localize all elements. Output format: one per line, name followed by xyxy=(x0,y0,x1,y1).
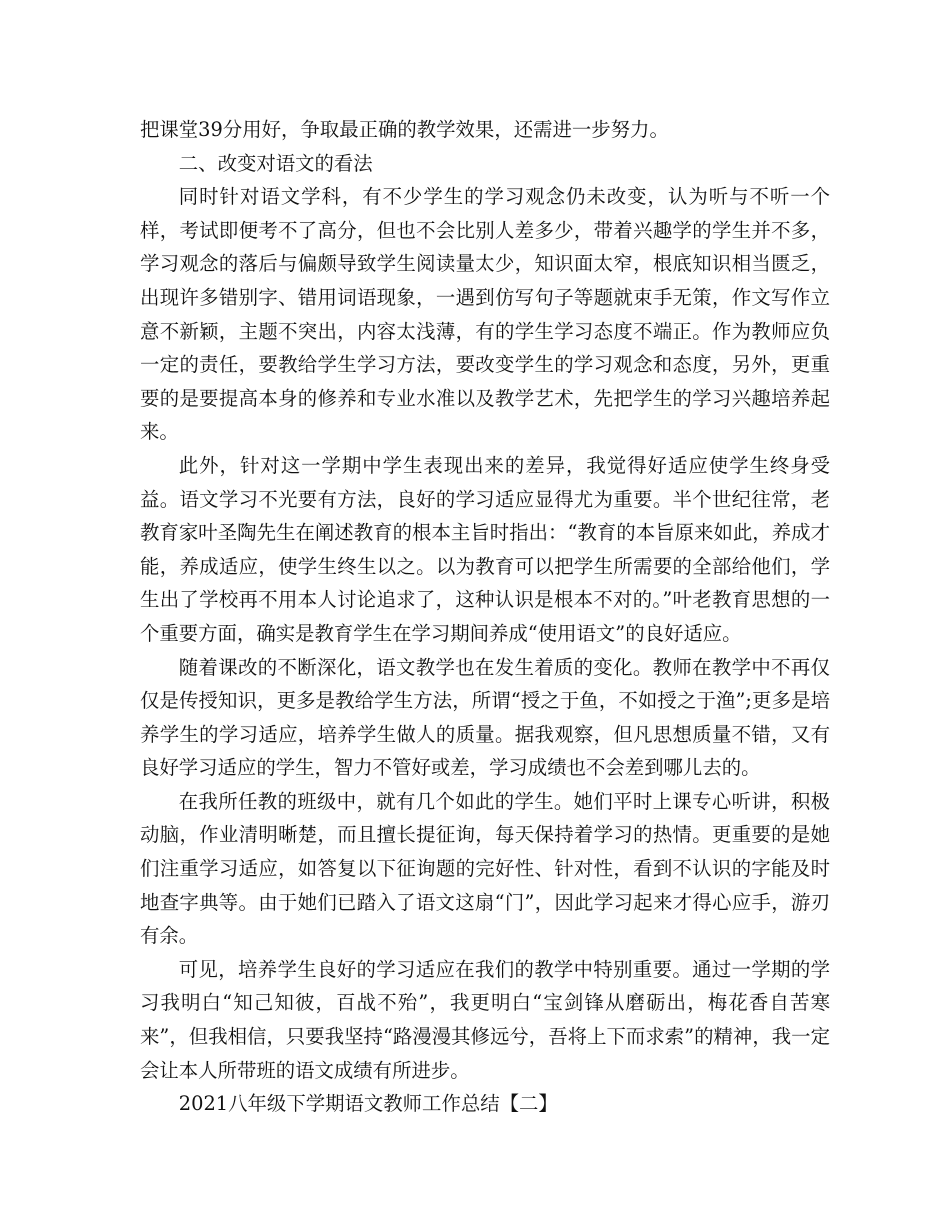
paragraph-body: 在我所任教的班级中，就有几个如此的学生。她们平时上课专心听讲，积极动脑，作业清明晰楚，而且擅长提征询，每天保持着学习的热情。更重要的是她们注重学习适应，如答复以下征询题的完好性、针对性，看到不认识的字能及时地查字典等。由于她们已踏入了语文这扇“门”，因此学习起来才得心应手，游刃有余。 xyxy=(140,789,830,948)
paragraph-body: 可见，培养学生良好的学习适应在我们的教学中特别重要。通过一学期的学习我明白“知己知彼，百战不殆”，我更明白“宝剑锋从磨砺出，梅花香自苦寒来”，但我相信，只要我坚持“路漫漫其修远兮，吾将上下而求索”的精神，我一定会让本人所带班的语文成绩有所进步。 xyxy=(140,957,830,1082)
section-heading: 二、改变对语文的看法 xyxy=(178,151,373,175)
paragraph-body: 随着课改的不断深化，语文教学也在发生着质的变化。教师在教学中不再仅仅是传授知识，更多是教给学生方法，所谓“授之于鱼，不如授之于渔”;更多是培养学生的学习适应，培养学生做人的质量。据我观察，但凡思想质量不错，又有良好学习适应的学生，智力不管好或差，学习成绩也不会差到哪儿去的。 xyxy=(140,655,830,780)
paragraph-body: 同时针对语文学科，有不少学生的学习观念仍未改变，认为听与不听一个样，考试即便考不了高分，但也不会比别人差多少，带着兴趣学的学生并不多，学习观念的落后与偏颇导致学生阅读量太少，知识面太窄，根底知识相当匮乏，出现许多错别字、错用词语现象，一遇到仿写句子等题就束手无策，作文写作立意不新颖，主题不突出，内容太浅薄，有的学生学习态度不端正。作为教师应负一定的责任，要教给学生学习方法，要改变学生的学习观念和态度，另外，更重要的是要提高本身的修养和专业水准以及教学艺术，先把学生的学习兴趣培养起来。 xyxy=(140,185,830,444)
paragraph-continuation: 把课堂39分用好，争取最正确的教学效果，还需进一步努力。 xyxy=(140,118,669,141)
section-heading: 2021八年级下学期语文教师工作总结【二】 xyxy=(178,1092,558,1116)
paragraph-body: 此外，针对这一学期中学生表现出来的差异，我觉得好适应使学生终身受益。语文学习不光要有方法，良好的学习适应显得尤为重要。半个世纪往常，老教育家叶圣陶先生在阐述教育的根本主旨时指出：“教育的本旨原来如此，养成才能，养成适应，使学生终生以之。以为教育可以把学生所需要的全部给他们，学生出了学校再不用本人讨论追求了，这种认识是根本不对的。”叶老教育思想的一个重要方面，确实是教育学生在学习期间养成“使用语文”的良好适应。 xyxy=(140,453,830,645)
document-page xyxy=(140,113,830,1121)
